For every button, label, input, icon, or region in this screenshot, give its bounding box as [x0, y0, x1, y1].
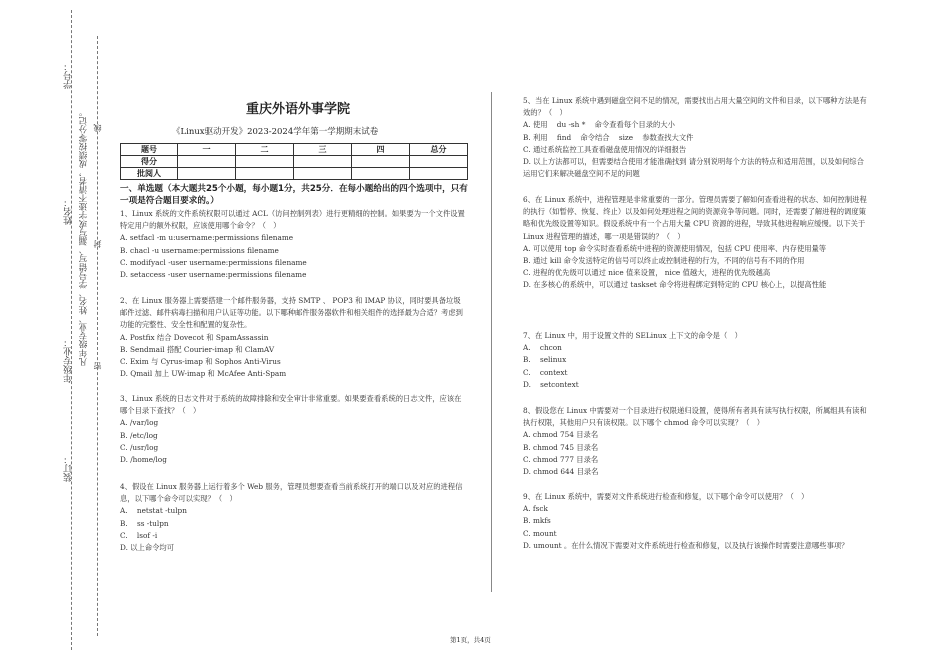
question-option: C. chmod 777 目录名 — [523, 454, 599, 464]
score-cell — [352, 168, 410, 180]
score-cell — [236, 168, 294, 180]
question-option: A. Postfix 结合 Dovecot 和 SpamAssassin — [120, 332, 269, 342]
question-option: B. /etc/log — [120, 430, 158, 440]
question-stem: 1、Linux 系统的文件系统权限可以通过 ACL（访问控制列表）进行更精细的控制。如果要为一个文件设置特定用户的额外权限，应该使用哪个命令？（ ） — [120, 209, 465, 231]
instruction-text: 凡年级专业、姓名、学号错写、漏写或字迹不清者，成绩按零分记。 — [79, 108, 89, 366]
school-label: 装订： — [64, 455, 74, 482]
question-stem: 2、在 Linux 服务器上需要搭建一个邮件服务器，支持 SMTP 、 POP3 和 IMAP 协议，同时要具备垃圾邮件过滤、邮件病毒扫描和用户认证等功能。以下哪种邮件服务器软件和相关组件的选择最为合适？考虑到功能的完整性、安全性和配置的复杂性。 — [120, 296, 463, 330]
question-option: C. Exim 与 Cyrus-imap 和 Sophos Anti-Virus — [120, 357, 281, 367]
question-option: B. selinux — [523, 355, 567, 365]
question-option: B. 利用 find 命令结合 size 参数查找大文件 — [523, 132, 694, 142]
question-8 — [523, 405, 868, 478]
question-option: D. setaccess -user username:permissions filename — [120, 270, 307, 280]
question-option: C. 进程的优先级可以通过 nice 值来设置， nice 值越大，进程的优先级越高 — [523, 268, 771, 278]
score-header-cell: 三 — [294, 144, 352, 156]
score-cell — [294, 156, 352, 168]
question-option: D. Qmail 加上 UW-imap 和 McAfee Anti-Spam — [120, 369, 287, 379]
question-option: A. /var/log — [120, 418, 159, 428]
student-id-label: 学号： — [64, 62, 74, 89]
score-cell — [352, 156, 410, 168]
question-option: A. 使用 du -sh * 命令查看每个目录的大小 — [523, 120, 675, 130]
score-header-cell: 二 — [236, 144, 294, 156]
score-header-row — [121, 144, 468, 156]
question-option: D. 以上命令均可 — [120, 543, 175, 553]
question-option: A. chcon — [523, 343, 562, 353]
mark-mi: 密 — [93, 362, 102, 370]
question-1 — [120, 208, 465, 281]
column-divider — [491, 92, 492, 592]
question-option: B. mkfs — [523, 516, 551, 526]
score-header-cell: 总分 — [410, 144, 468, 156]
score-cell — [236, 156, 294, 168]
question-option: C. context — [523, 367, 568, 377]
question-option: A. netstat -tulpn — [120, 506, 187, 516]
question-option: C. /usr/log — [120, 442, 159, 452]
question-option: A. setfacl -m u:username:permissions filename — [120, 233, 294, 243]
question-option: D. setcontext — [523, 379, 579, 389]
binding-line-outer — [71, 10, 72, 650]
mark-feng: 封 — [93, 240, 102, 248]
question-option: A. 可以使用 top 命令实时查看系统中进程的资源使用情况，包括 CPU 使用率、内存使用量等 — [523, 243, 827, 253]
score-cell — [178, 156, 236, 168]
question-stem: 6、在 Linux 系统中，进程管理是非常重要的一部分。管理员需要了解如何查看进程的状态、如何控制进程的执行（如暂停、恢复、终止）以及如何处理进程之间的资源竞争等问题。同时，还需要了解进程的调度策略和优先级设置等知识。假设系统中有一个占用大量 CPU 资源的进程，导致其他进程响应缓慢。以下关于 Linux 进程管理的描述，哪一项是错误的？（ ） — [523, 195, 867, 241]
page-footer: 第1页，共4页 — [450, 636, 491, 644]
question-7 — [523, 330, 868, 391]
question-option: D. chmod 644 目录名 — [523, 467, 599, 477]
school-title: 重庆外语外事学院 — [246, 102, 351, 117]
score-table — [120, 143, 468, 180]
question-option: D. 在多核心的系统中，可以通过 taskset 命令将进程绑定到特定的 CPU 核心上，以提高性能 — [523, 280, 827, 290]
question-option: C. 通过系统监控工具查看磁盘使用情况的详细报告 — [523, 144, 687, 154]
mark-xian: 线 — [93, 124, 102, 132]
question-option: B. Sendmail 搭配 Courier-imap 和 ClamAV — [120, 344, 275, 354]
score-header-cell: 四 — [352, 144, 410, 156]
question-option: B. chacl -u username:permissions filename — [120, 245, 279, 255]
question-stem: 4、假设在 Linux 服务器上运行着多个 Web 服务，管理员想要查看当前系统打开的端口以及对应的进程信息，以下哪个命令可以实现？（ ） — [120, 482, 463, 504]
section-heading: 一、单选题（本大题共25个小题，每小题1分，共25分．在每小题给出的四个选项中，只有一项是符合题目要求的。） — [120, 184, 468, 206]
question-option: D. /home/log — [120, 455, 167, 465]
question-option: B. 通过 kill 命令发送特定的信号可以终止或控制进程的行为，不同的信号有不同的作用 — [523, 256, 805, 266]
question-stem: 5、当在 Linux 系统中遇到磁盘空间不足的情况，需要找出占用大量空间的文件和目录，以下哪种方法是有效的？（ ） — [523, 96, 867, 118]
question-option: C. lsof -i — [120, 530, 158, 540]
score-cell — [294, 168, 352, 180]
question-stem: 3、Linux 系统的日志文件对于系统的故障排除和安全审计非常重要。如果要查看系统的日志文件，应该在哪个目录下查找？（ ） — [120, 394, 462, 416]
reviewer-row-label: 批阅人 — [121, 168, 178, 180]
binding-line-inner — [97, 36, 98, 636]
question-option: D. 以上方法都可以，但需要结合使用才能准确找到 请分别说明每个方法的特点和适用范围，以及如何综合运用它们来解决磁盘空间不足的问题 — [523, 157, 864, 179]
question-9 — [523, 491, 868, 552]
score-cell — [178, 168, 236, 180]
question-stem: 8、假设您在 Linux 中需要对一个目录进行权限递归设置，使得所有者具有读写执行权限，所属组具有读和执行权限，其他用户只有读权限。以下哪个 chmod 命令可以实现？（ ） — [523, 406, 867, 428]
question-option: A. fsck — [523, 504, 548, 514]
reviewer-row — [121, 168, 468, 180]
score-row — [121, 156, 468, 168]
question-5 — [523, 95, 868, 180]
question-2 — [120, 295, 465, 380]
question-option: D. umount 。在什么情况下需要对文件系统进行检查和修复，以及执行该操作时需要注意哪些事项？ — [523, 540, 849, 550]
name-label: 姓名： — [64, 198, 74, 225]
question-option: C. mount — [523, 528, 557, 538]
score-cell — [410, 156, 468, 168]
score-cell — [410, 168, 468, 180]
exam-subtitle: 《Linux驱动开发》2023-2024学年第一学期期末试卷 — [172, 127, 379, 137]
question-option: B. chmod 745 目录名 — [523, 442, 599, 452]
question-stem: 7、在 Linux 中，用于设置文件的 SELinux 上下文的命令是（ ） — [523, 331, 742, 340]
score-header-cell: 题号 — [121, 144, 178, 156]
question-option: B. ss -tulpn — [120, 518, 169, 528]
question-stem: 9、在 Linux 系统中，需要对文件系统进行检查和修复，以下哪个命令可以使用？（ ） — [523, 492, 809, 501]
score-header-cell: 一 — [178, 144, 236, 156]
question-option: C. modifyacl -user username:permissions filename — [120, 257, 307, 267]
question-3 — [120, 393, 465, 466]
question-option: A. chmod 754 目录名 — [523, 430, 599, 440]
question-4 — [120, 481, 465, 554]
score-row-label: 得分 — [121, 156, 178, 168]
major-label: 年级专业： — [64, 338, 74, 383]
question-6 — [523, 194, 868, 292]
